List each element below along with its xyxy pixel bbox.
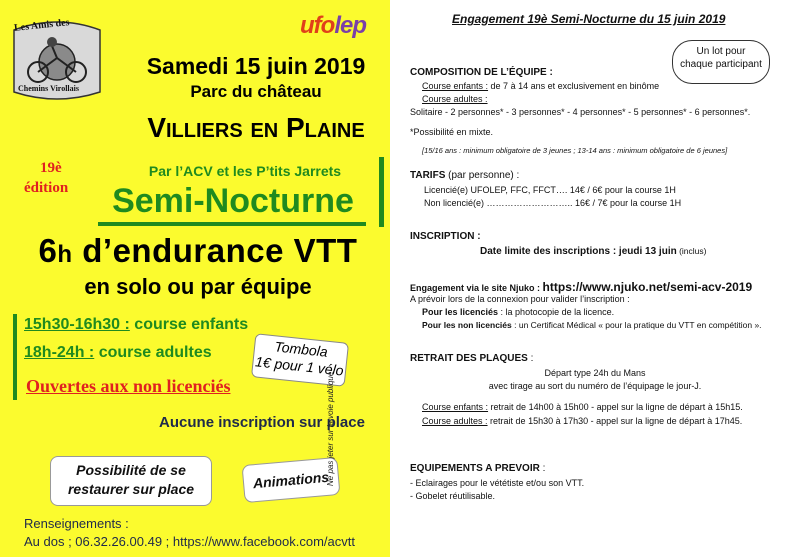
food-box [50, 456, 212, 506]
edition-number: 19è [40, 160, 62, 176]
event-town: Villiers en Plaine [147, 112, 365, 143]
ufolep-logo [300, 12, 366, 40]
adults-label: Course adultes : [422, 94, 488, 104]
race-kids-time: 15h30-16h30 : [24, 316, 130, 333]
unlicensed-text: : un Certificat Médical « pour la pratique du VTT en compétition ». [511, 320, 762, 330]
start-line1: Départ type 24h du Mans [544, 368, 646, 378]
mixed-note: *Possibilité en mixte. [410, 127, 494, 137]
race-divider [13, 314, 17, 400]
inscription-heading: INSCRIPTION : [410, 231, 481, 242]
title-divider [379, 157, 384, 227]
registration-sheet [390, 0, 800, 557]
food-line2: restaurer sur place [67, 481, 195, 497]
equipment-item-1: - Eclairages pour le vététiste et/ou son VTT. [410, 478, 585, 488]
edition-label: édition [24, 180, 69, 196]
adults-text: Solitaire - 2 personnes* - 3 personnes* - 4 personnes* - 5 personnes* - 6 personnes*. [410, 107, 751, 117]
prize-line2: chaque participant [680, 59, 762, 70]
race-adults-time: 18h-24h : [24, 344, 95, 361]
plates-suffix: : [527, 353, 534, 364]
open-to-unlicensed: Ouvertes aux non licenciés [26, 376, 231, 396]
race-adults [24, 344, 212, 362]
event-place: Parc du château [190, 82, 322, 101]
race-kids [24, 316, 248, 334]
equipment-item-2: - Gobelet réutilisable. [410, 491, 496, 501]
unlicensed-bold: Pour les non licenciés [422, 320, 512, 330]
prize-line1: Un lot pour [696, 46, 746, 57]
info-label: Renseignements : [24, 516, 129, 531]
sheet-title: Engagement 19è Semi-Nocturne du 15 juin 2019 [452, 12, 726, 26]
tarif-unlicensed: Non licencié(e) ……………………….. 16€ / 7€ pour la course 1H [424, 198, 682, 208]
plates-adults-label: Course adultes : [422, 416, 488, 426]
age-note: [15/16 ans : minimum obligatoire de 3 jeunes ; 13-14 ans : minimum obligatoire de 6 jeunes] [422, 146, 728, 155]
logo-bottom-text: Chemins Virollais [18, 84, 79, 93]
food-line1: Possibilité de se [76, 462, 186, 478]
deadline-text: Date limite des inscriptions : jeudi 13 juin [480, 246, 677, 257]
prize-bubble [672, 40, 770, 84]
tarif-licensed: Licencié(e) UFOLEP, FFC, FFCT…. 14€ / 6€ pour la course 1H [424, 185, 676, 195]
tarifs-heading-line [410, 170, 519, 181]
organizers: Par l’ACV et les P’tits Jarrets [148, 163, 342, 179]
event-date: Samedi 15 juin 2019 [146, 53, 366, 79]
start-line2: avec tirage au sort du numéro de l’équipage le jour-J. [488, 381, 702, 391]
vertical-note: Ne pas jeter sur la voie publique [326, 371, 335, 486]
tarifs-suffix: (par personne) : [445, 170, 520, 181]
equipment-suffix: : [539, 463, 546, 474]
plates-adults [422, 416, 742, 426]
licensed-requirement [422, 307, 614, 317]
equipment-heading: EQUIPEMENTS A PREVOIR [410, 463, 540, 474]
no-onsite-registration: Aucune inscription sur place [159, 414, 365, 431]
ufolep-text-part2: lep [334, 12, 366, 39]
kids-composition [422, 81, 659, 91]
race-adults-label: course adultes [94, 344, 212, 361]
tarifs-heading: TARIFS [410, 170, 446, 181]
tombola-line2: 1€ pour 1 vélo [254, 353, 345, 379]
njuko-url[interactable]: https://www.njuko.net/semi-acv-2019 [542, 280, 753, 294]
logo-top-text: Les Amis des [13, 17, 70, 34]
title-underline [98, 222, 366, 226]
headline [8, 232, 388, 270]
provide-text: A prévoir lors de la connexion pour valider l’inscription : [410, 294, 630, 304]
headline-unit: h [57, 241, 73, 268]
tombola-line1: Tombola [273, 338, 329, 360]
kids-label: Course enfants : [422, 81, 489, 91]
ufolep-text-part1: ufo [300, 12, 335, 39]
plates-kids-label: Course enfants : [422, 402, 489, 412]
plates-heading-line [410, 353, 533, 364]
equipment-heading-line [410, 463, 545, 474]
event-flyer [0, 0, 390, 557]
headline-text: d’endurance VTT [72, 232, 358, 269]
plates-kids [422, 402, 743, 412]
animations-box: Animations [242, 457, 341, 503]
njuko-label: Engagement via le site Njuko : [410, 283, 543, 293]
kids-text: de 7 à 14 ans et exclusivement en binôme [488, 81, 660, 91]
licensed-bold: Pour les licenciés [422, 307, 499, 317]
deadline [480, 246, 706, 257]
adults-label-line [422, 94, 488, 104]
headline-number: 6 [38, 232, 58, 269]
event-title: Semi-Nocturne [112, 182, 354, 220]
info-contact: Au dos ; 06.32.26.00.49 ; https://www.facebook.com/acvtt [24, 534, 355, 549]
composition-heading: COMPOSITION DE L’ÉQUIPE : [410, 67, 553, 78]
plates-kids-text: retrait de 14h00 à 15h00 - appel sur la ligne de départ à 15h15. [488, 402, 743, 412]
club-logo [8, 10, 106, 102]
race-kids-label: course enfants [129, 316, 249, 333]
plates-heading: RETRAIT DES PLAQUES [410, 353, 528, 364]
plates-adults-text: retrait de 15h30 à 17h30 - appel sur la ligne de départ à 17h45. [487, 416, 743, 426]
licensed-text: : la photocopie de la licence. [498, 307, 615, 317]
unlicensed-requirement [422, 320, 762, 330]
deadline-suffix: (inclus) [676, 246, 707, 256]
subheadline: en solo ou par équipe [84, 274, 312, 299]
